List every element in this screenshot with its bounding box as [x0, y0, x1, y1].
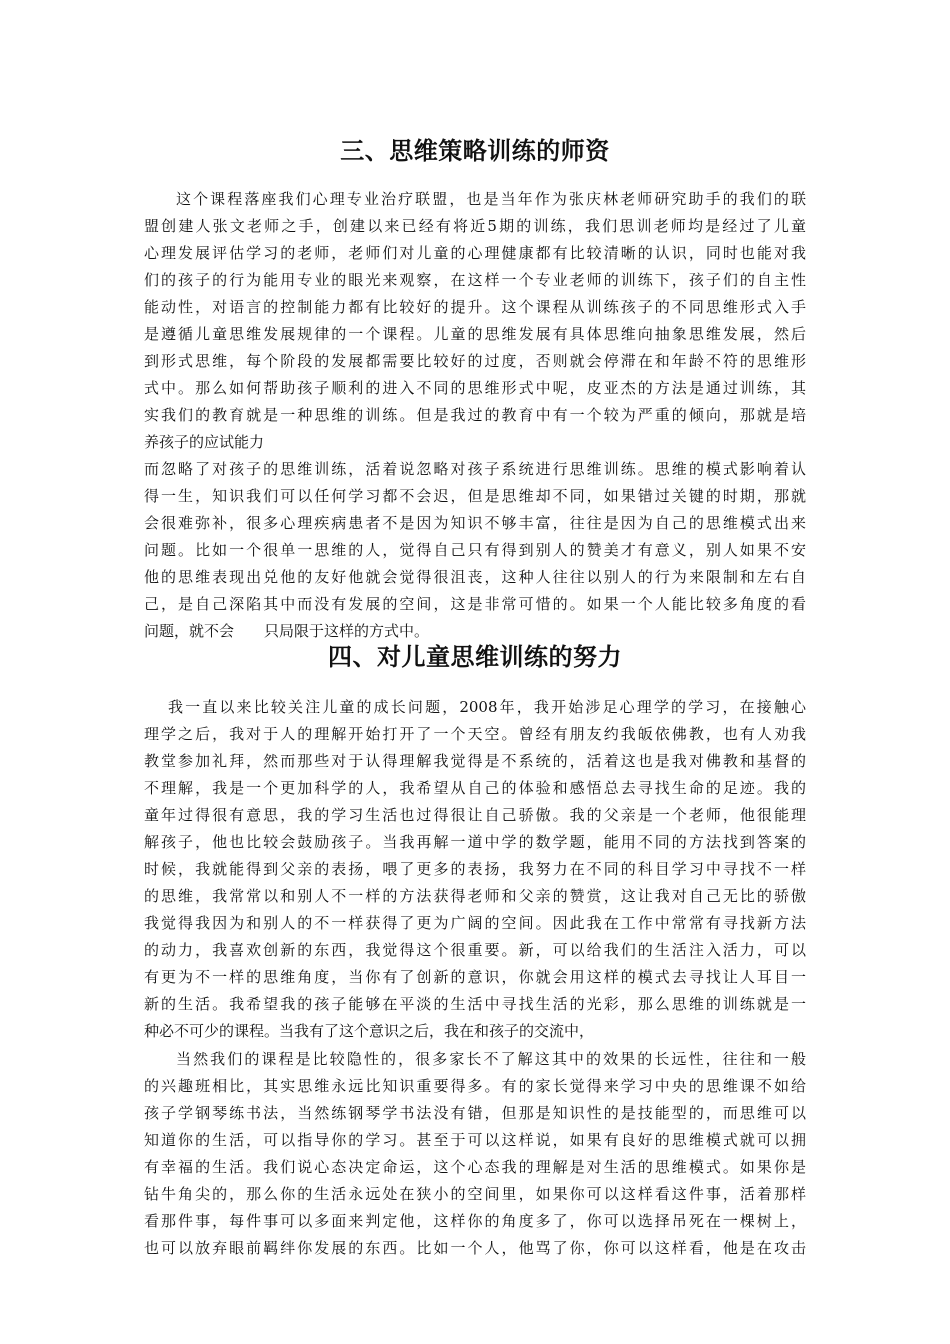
- section-3-line: 问题。比如一个很单一思维的人，觉得自己只有得到别人的赞美才有意义，别人如果不安: [144, 541, 806, 559]
- section-4-line: 教堂参加礼拜，然而那些对于认得理解我觉得是不系统的，活着这也是我对佛教和基督的: [144, 752, 806, 770]
- section-4-line: 知道你的生活，可以指导你的学习。甚至于可以这样说，如果有良好的思维模式就可以拥: [144, 1131, 806, 1149]
- section-3-line: 式中。那么如何帮助孩子顺利的进入不同的思维形式中呢，皮亚杰的方法是通过训练，其: [144, 379, 806, 397]
- section-3-line: 到形式思维，每个阶段的发展都需要比较好的过度，否则就会停滞在和年龄不符的思维形: [144, 352, 806, 370]
- section-3-line-part: 只局限于这样的方式中。: [264, 622, 430, 640]
- section-4-line: 有幸福的生活。我们说心态决定命运，这个心态我的理解是对生活的思维模式。如果你是: [144, 1158, 806, 1176]
- section-4-line: 钻牛角尖的，那么你的生活永远处在狭小的空间里，如果你可以这样看这件事，活着那样: [144, 1185, 806, 1203]
- section-4-line: 也可以放弃眼前羁绊你发展的东西。比如一个人，他骂了你，你可以这样看，他是在攻击: [144, 1239, 806, 1257]
- section-3-title: 三、思维策略训练的师资: [340, 137, 610, 165]
- section-3-line: 己，是自己深陷其中而没有发展的空间，这是非常可惜的。如果一个人能比较多角度的看: [144, 595, 806, 613]
- section-4-line: 不理解，我是一个更加科学的人，我希望从自己的体验和感悟总去寻找生命的足迹。我的: [144, 779, 806, 797]
- section-3-line: 他的思维表现出兑他的友好他就会觉得很沮丧，这种人往往以别人的行为来限制和左右自: [144, 568, 806, 586]
- section-3-last-line: [144, 618, 806, 644]
- section-4-line: 我一直以来比较关注儿童的成长问题，2008年，我开始涉足心理学的学习，在接触心: [168, 698, 806, 716]
- section-3-line: 是遵循儿童思维发展规律的一个课程。儿童的思维发展有具体思维向抽象思维发展，然后: [144, 325, 806, 343]
- section-3-line: 得一生，知识我们可以任何学习都不会迟，但是思维却不同，如果错过关键的时期，那就: [144, 487, 806, 505]
- section-4-line: 当然我们的课程是比较隐性的，很多家长不了解这其中的效果的长远性，往往和一般: [176, 1050, 806, 1068]
- section-4-line: 解孩子，他也比较会鼓励孩子。当我再解一道中学的数学题，能用不同的方法找到答案的: [144, 833, 806, 851]
- section-3-line: 心理发展评估学习的老师，老师们对儿童的心理健康都有比较清晰的认识，同时也能对我: [144, 244, 806, 262]
- section-4-title: 四、对儿童思维训练的努力: [328, 643, 622, 671]
- section-4-line: 看那件事，每件事可以多面来判定他，这样你的角度多了，你可以选择吊死在一棵树上，: [144, 1212, 806, 1230]
- section-3-line: 们的孩子的行为能用专业的眼光来观察，在这样一个专业老师的训练下，孩子们的自主性: [144, 271, 806, 289]
- section-4-line: 理学之后，我对于人的理解开始打开了一个天空。曾经有朋友约我皈依佛教，也有人劝我: [144, 725, 806, 743]
- section-4-line: 孩子学钢琴练书法，当然练钢琴学书法没有错，但那是知识性的是技能型的，而思维可以: [144, 1104, 806, 1122]
- section-4-line: 种必不可少的课程。当我有了这个意识之后，我在和孩子的交流中，: [144, 1022, 595, 1040]
- section-4-line: 童年过得很有意思，我的学习生活也过得很让自己骄傲。我的父亲是一个老师，他很能理: [144, 806, 806, 824]
- section-3-line: 实我们的教育就是一种思维的训练。但是我过的教育中有一个较为严重的倾向，那就是培: [144, 406, 806, 424]
- section-3-line: 这个课程落座我们心理专业治疗联盟，也是当年作为张庆林老师研究助手的我们的联: [176, 190, 806, 208]
- section-4-line: 新的生活。我希望我的孩子能够在平淡的生活中寻找生活的光彩，那么思维的训练就是一: [144, 995, 806, 1013]
- section-3-line: 而忽略了对孩子的思维训练，活着说忽略对孩子系统进行思维训练。思维的模式影响着认: [144, 460, 806, 478]
- section-4-line: 有更为不一样的思维角度，当你有了创新的意识，你就会用这样的模式去寻找让人耳目一: [144, 968, 806, 986]
- section-3-line: 能动性，对语言的控制能力都有比较好的提升。这个课程从训练孩子的不同思维形式入手: [144, 298, 806, 316]
- section-4-line: 的动力，我喜欢创新的东西，我觉得这个很重要。新，可以给我们的生活注入活力，可以: [144, 941, 806, 959]
- section-4-line: 时候，我就能得到父亲的表扬，喂了更多的表扬，我努力在不同的科目学习中寻找不一样: [144, 860, 806, 878]
- section-3-line-part: 问题，就不会: [144, 622, 235, 640]
- section-4-line: 的思维，我常常以和别人不一样的方法获得老师和父亲的赞赏，这让我对自己无比的骄傲: [144, 887, 806, 905]
- section-3-line: 会很难弥补，很多心理疾病患者不是因为知识不够丰富，往往是因为自己的思维模式出来: [144, 514, 806, 532]
- section-4-line: 的兴趣班相比，其实思维永远比知识重要得多。有的家长觉得来学习中央的思维课不如给: [144, 1077, 806, 1095]
- section-3-line: 养孩子的应试能力: [144, 433, 265, 451]
- section-3-line: 盟创建人张文老师之手，创建以来已经有将近5期的训练，我们思训老师均是经过了儿童: [144, 217, 806, 235]
- section-4-line: 我觉得我因为和别人的不一样获得了更为广阔的空间。因此我在工作中常常有寻找新方法: [144, 914, 806, 932]
